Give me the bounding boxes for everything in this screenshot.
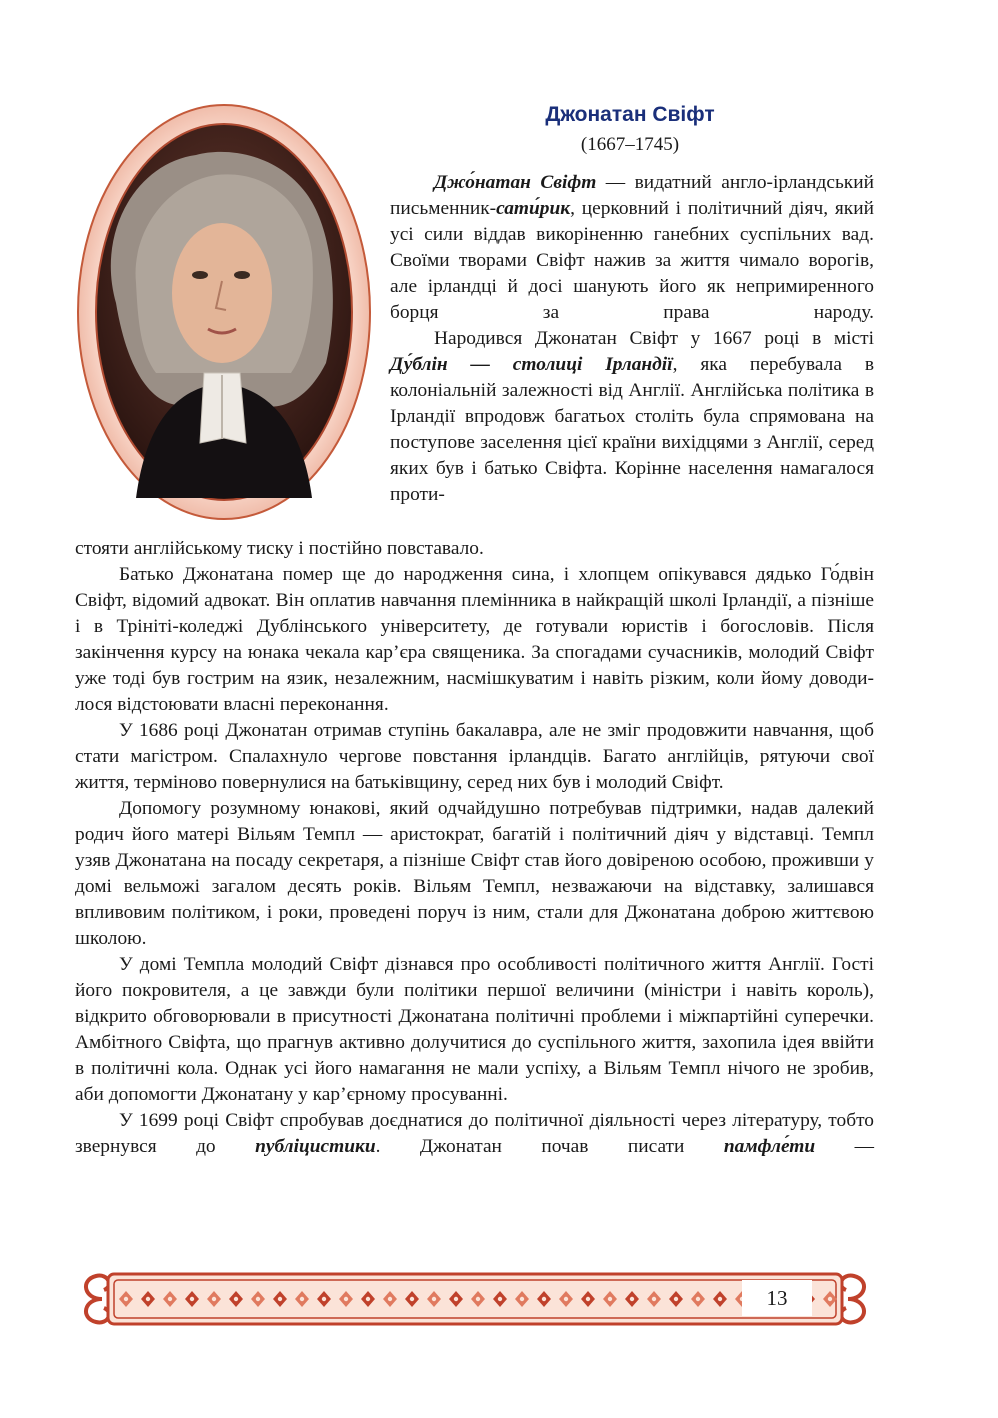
scroll-right-icon: [841, 1276, 864, 1323]
paragraph-6: У домі Темпла молодий Свіфт дізнався про особливості політичного життя Англії. Гості його покровителя, а це завжди були політики першої величини (міністри і навіть король), відкрито обговорювали в присутності Джонатана політичні проблеми і міжпартійні суперечки. Амбітного Свіфта, що прагнув активно долучитися до суспільного життя, захопила ідея ввійти в політичні кола. Однак усі його намагання не мали успіху, а Вільям Темпл нічого не зробив, аби допомогти Джонатану у кар’єрному просуванні.: [75, 954, 874, 1105]
ornament-dot: [278, 1297, 282, 1301]
term: памфле́ти: [723, 1136, 816, 1157]
ornament-dot: [256, 1297, 260, 1301]
face: [172, 223, 272, 363]
swift-portrait: [76, 103, 372, 521]
ornament-dot: [630, 1297, 634, 1301]
page-number: 13: [742, 1280, 812, 1316]
term: публіцистики: [255, 1136, 376, 1157]
ornament-dot: [696, 1297, 700, 1301]
paragraph-2: Народився Джонатан Свіфт у 1667 році в місті Ду́блін — столиці Ірландії, яка перебувала в колоніальній залежності від Англії. Англійська політика в Ірландії впродовж багатьох століть була спрямована на поступове заселення цієї країни вихідцями з Англії, серед яких був і батько Свіфта. Корінне населення намагалося проти-: [390, 328, 874, 505]
ornament-dot: [432, 1297, 436, 1301]
paragraph-2-continued: стояти англійському тиску і постійно повставало.: [75, 538, 484, 559]
ornament-dot: [300, 1297, 304, 1301]
ornament-dot: [586, 1297, 590, 1301]
ornament-dot: [454, 1297, 458, 1301]
scroll-left-icon: [86, 1276, 109, 1323]
ornament-dot: [190, 1297, 194, 1301]
ornament-dot: [410, 1297, 414, 1301]
paragraph-3: Батько Джонатана помер ще до народження сина, і хлопцем опікувався дядько Го́двін Свіфт, відомий адвокат. Він оплатив навчання племінника в найкращій школі Ірландії, а пізніше і в Трініті-коледжі Дублінського університету, де готували юристів і богословів. Після закінчення курсу на юнака чекала кар’єра священика. За спогадами сучасників, молодий Свіфт уже тоді був гострим на язик, незалежним, насмішкуватим і навіть різким, коли йому доводилося відстоювати власні переконання.: [75, 564, 874, 715]
ornament-dot: [520, 1297, 524, 1301]
page-title: Джонатан Свіфт: [545, 103, 715, 126]
paragraph-4: У 1686 році Джонатан отримав ступінь бакалавра, але не зміг продовжити навчання, щоб стати магістром. Спалахнуло чергове повстання ірландців. Багато англійців, рятуючи свої життя, терміново повернулися на батьківщину, серед них був і молодий Свіфт.: [75, 720, 874, 793]
text-beside-portrait: [390, 170, 874, 508]
ornament-dot: [322, 1297, 326, 1301]
ornament-dot: [344, 1297, 348, 1301]
paragraph-5: Допомогу розумному юнакові, який одчайдушно потребував підтримки, надав далекий родич його матері Вільям Темпл — аристократ, багатій і політичний діяч у відставці. Темпл узяв Джонатана на посаду секретаря, а пізніше Свіфт став його довіреною особою, проживши у домі вельможі загалом десять років. Вільям Темпл, незважаючи на відставку, залишався впливовим політиком, і роки, проведені поруч із ним, стали для Джонатана доброю життєвою школою.: [75, 798, 874, 949]
ornament-dot: [388, 1297, 392, 1301]
paragraph-1: Джо́натан Свіфт — видатний англо-ірландський письменник-сати́рик, церковний і політичний діяч, який усі сили віддав викоріненню ганебних суспільних вад. Своїми творами Свіфт нажив за життя чимало ворогів, але ірландці й досі шанують його як непримиренного борця за права народу.: [390, 172, 874, 323]
ornament-dot: [718, 1297, 722, 1301]
life-dates: (1667–1745): [580, 134, 680, 155]
ornament-dot: [828, 1297, 832, 1301]
ornament-dot: [476, 1297, 480, 1301]
term: Джо́натан Свіфт: [434, 172, 597, 193]
ornament-dot: [212, 1297, 216, 1301]
term: сати́рик: [496, 198, 571, 219]
ornament-dot: [498, 1297, 502, 1301]
main-text: [75, 536, 874, 1160]
term: Ду́блін — столиці Ірландії: [390, 354, 673, 375]
ornament-dot: [564, 1297, 568, 1301]
ornament-dot: [652, 1297, 656, 1301]
ornament-dot: [146, 1297, 150, 1301]
ornament-dot: [366, 1297, 370, 1301]
paragraph-7: У 1699 році Свіфт спробував доєднатися до політичної діяльності через літературу, тобто звернувся до публіцистики. Джонатан почав писати памфле́ти —: [75, 1110, 875, 1157]
ornament-dot: [674, 1297, 678, 1301]
ornament-dot: [542, 1297, 546, 1301]
ornament-dot: [234, 1297, 238, 1301]
ornament-dot: [168, 1297, 172, 1301]
ornament-dot: [124, 1297, 128, 1301]
ornament-dot: [608, 1297, 612, 1301]
